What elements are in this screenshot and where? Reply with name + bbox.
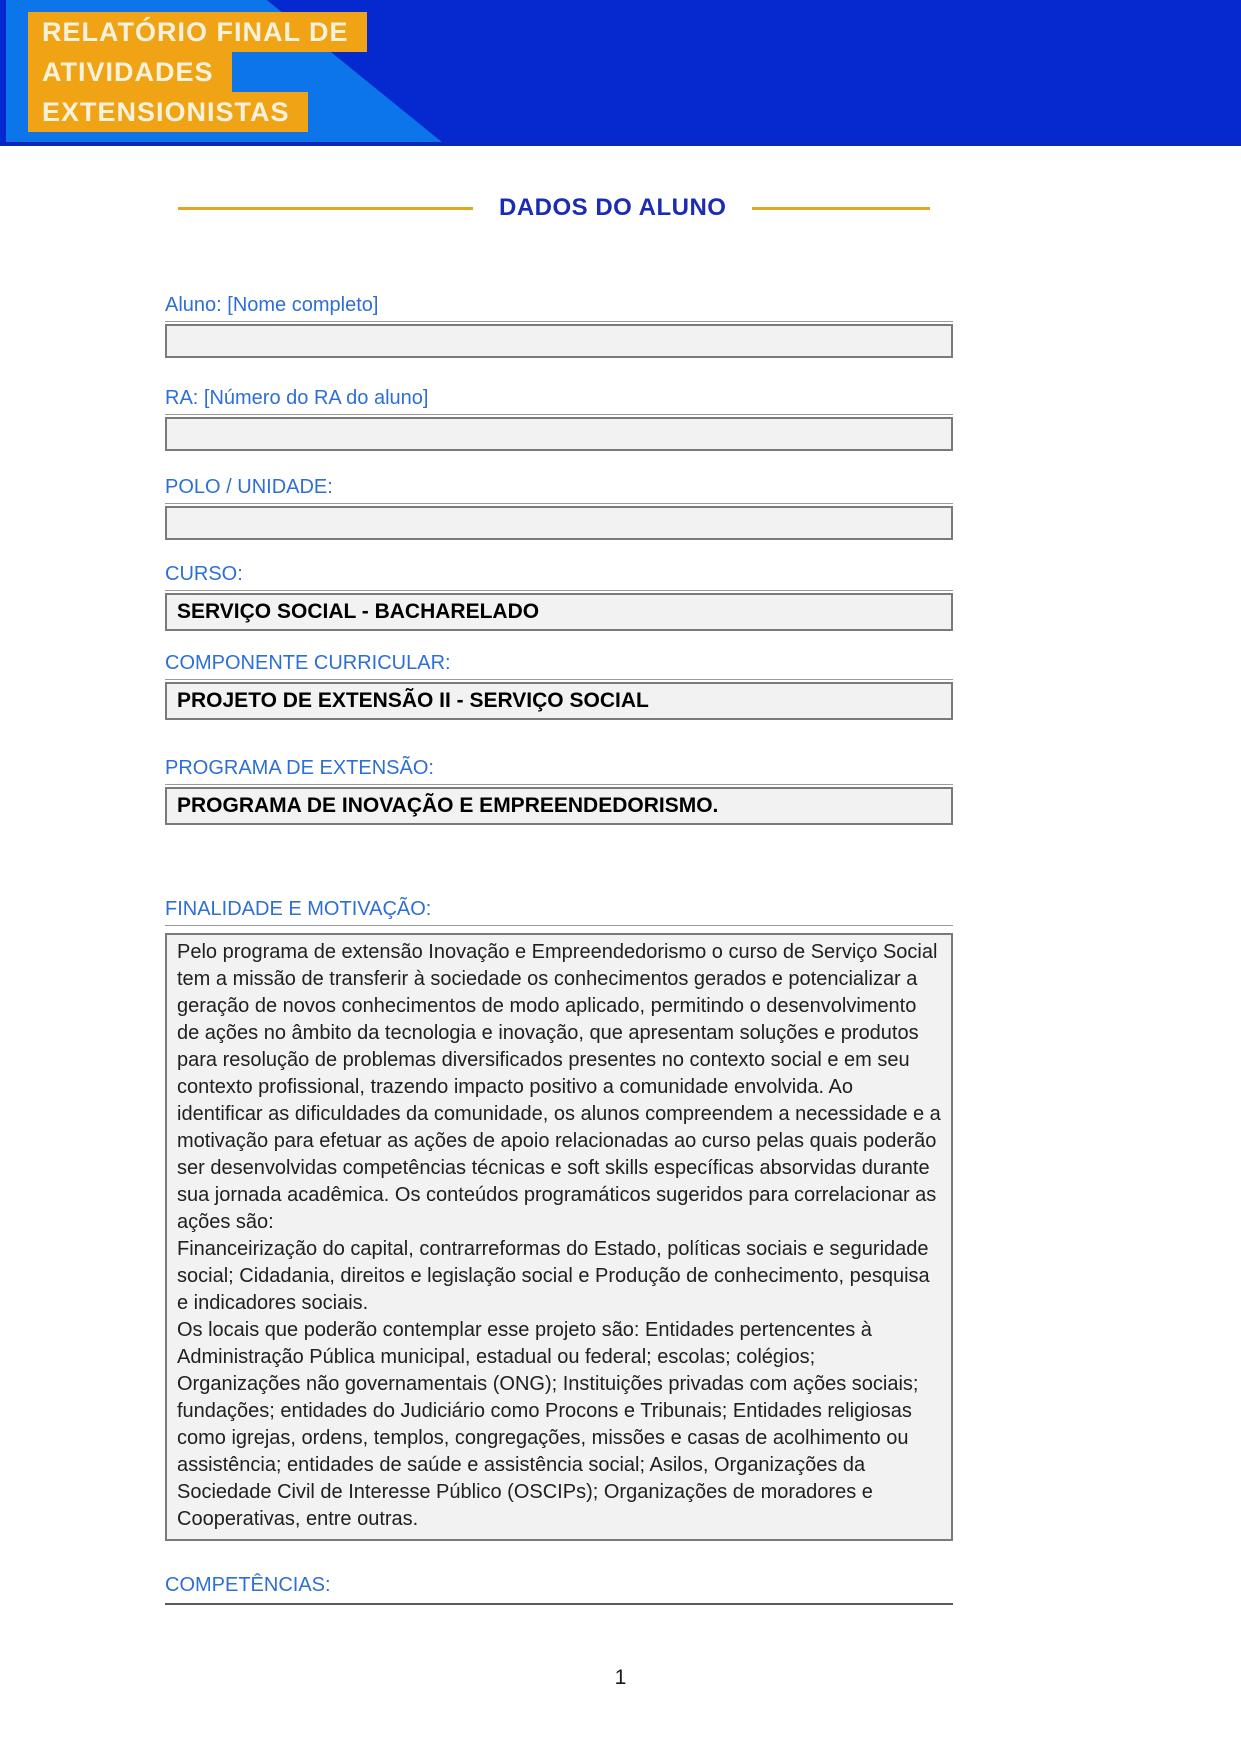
field-programa-extensao (165, 756, 953, 825)
field-aluno-input[interactable] (165, 324, 953, 358)
banner-title-line-1: RELATÓRIO FINAL DE (28, 12, 367, 52)
field-competencias (165, 1573, 953, 1605)
banner-left-strip (0, 0, 6, 146)
field-programa-extensao-label: PROGRAMA DE EXTENSÃO: (165, 756, 953, 785)
field-curso-label: CURSO: (165, 562, 953, 591)
field-curso-value[interactable]: SERVIÇO SOCIAL - BACHARELADO (165, 593, 953, 631)
field-componente-curricular (165, 651, 953, 720)
field-curso (165, 562, 953, 631)
field-finalidade-motivacao (165, 897, 953, 1541)
banner-title (28, 12, 367, 132)
field-competencias-label: COMPETÊNCIAS: (165, 1573, 953, 1605)
banner-title-line-3: EXTENSIONISTAS (28, 92, 308, 132)
page-title: DADOS DO ALUNO (499, 194, 727, 221)
field-finalidade-motivacao-text[interactable] (165, 933, 953, 1541)
banner (0, 0, 1241, 146)
section-title-row (178, 193, 930, 223)
field-polo-unidade-input[interactable] (165, 506, 953, 540)
field-aluno-label: Aluno: [Nome completo] (165, 293, 953, 322)
field-polo-unidade-label: POLO / UNIDADE: (165, 475, 953, 504)
banner-title-line-2: ATIVIDADES (28, 52, 232, 92)
field-programa-extensao-value[interactable]: PROGRAMA DE INOVAÇÃO E EMPREENDEDORISMO. (165, 787, 953, 825)
field-aluno (165, 293, 953, 358)
title-rule-right (752, 207, 930, 210)
finalidade-paragraph-2: Financeirização do capital, contrarreformas do Estado, políticas sociais e seguridade social; Cidadania, direitos e legislação social e Produção de conhecimento, pesquisa e indicadores sociais. (177, 1238, 930, 1314)
field-ra-label: RA: [Número do RA do aluno] (165, 386, 953, 415)
finalidade-paragraph-3: Os locais que poderão contemplar esse projeto são: Entidades pertencentes à Administração Pública municipal, estadual ou federal; escolas; colégios; Organizações não governamentais (ONG); Instituições privadas com ações sociais; fundações; entidades do Judiciário como Procons e Tribunais; Entidades religiosas como igrejas, ordens, templos, congregações, missões e casas de acolhimento ou assistência; entidades de saúde e assistência social; Asilos, Organizações da Sociedade Civil de Interesse Público (OSCIPs); Organizações de moradores e Cooperativas, entre outras. (177, 1319, 919, 1530)
title-rule-left (178, 207, 473, 210)
form-content (165, 293, 953, 1605)
field-polo-unidade (165, 475, 953, 540)
page-number: 1 (614, 1666, 627, 1689)
field-componente-curricular-label: COMPONENTE CURRICULAR: (165, 651, 953, 680)
field-finalidade-motivacao-label: FINALIDADE E MOTIVAÇÃO: (165, 897, 953, 926)
field-ra-input[interactable] (165, 417, 953, 451)
finalidade-paragraph-1: Pelo programa de extensão Inovação e Empreendedorismo o curso de Serviço Social tem a missão de transferir à sociedade os conhecimentos gerados e potencializar a geração de novos conhecimentos de modo aplicado, permitindo o desenvolvimento de ações no âmbito da tecnologia e inovação, que apresentam soluções e produtos para resolução de problemas diversificados presentes no contexto social e em seu contexto profissional, trazendo impacto positivo a comunidade envolvida. Ao identificar as dificuldades da comunidade, os alunos compreendem a necessidade e a motivação para efetuar as ações de apoio relacionadas ao curso pelas quais poderão ser desenvolvidas competências técnicas e soft skills específicas absorvidas durante sua jornada acadêmica. Os conteúdos programáticos sugeridos para correlacionar as ações são: (177, 941, 941, 1233)
field-ra (165, 386, 953, 451)
field-componente-curricular-value[interactable]: PROJETO DE EXTENSÃO II - SERVIÇO SOCIAL (165, 682, 953, 720)
banner-bottom-strip (0, 142, 1241, 146)
